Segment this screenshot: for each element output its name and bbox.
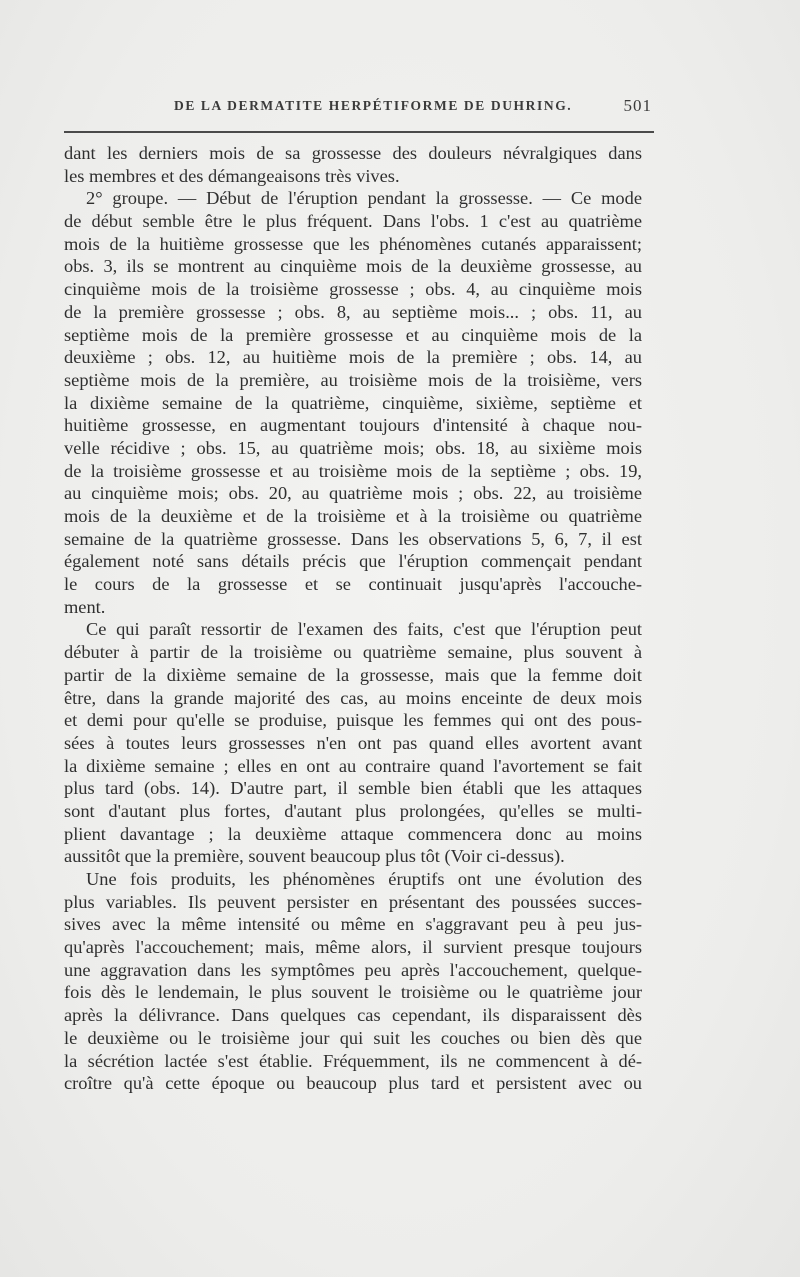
text-line: aussitôt que la première, souvent beaucoup plus tôt (Voir ci-dessus). xyxy=(64,846,565,867)
text-line: débuter à partir de la troisième ou quatrième semaine, plus souvent à xyxy=(64,642,642,663)
text-line: la dixième semaine ; elles en ont au contraire quand l'avortement se fait xyxy=(64,755,642,776)
text-line: partir de la dixième semaine de la grossesse, mais que la femme doit xyxy=(64,664,642,685)
text-line: sont d'autant plus fortes, d'autant plus prolongées, qu'elles se multi- xyxy=(64,800,642,821)
text-line: dant les derniers mois de sa grossesse des douleurs névralgiques dans xyxy=(64,143,642,163)
text-line: cinquième mois de la troisième grossesse ; obs. 4, au cinquième mois xyxy=(64,279,642,300)
running-title: DE LA DERMATITE HERPÉTIFORME DE DUHRING. xyxy=(174,98,573,113)
text-line: la sécrétion lactée s'est établie. Fréquemment, ils ne commencent à dé- xyxy=(64,1050,642,1071)
text-line: qu'après l'accouchement; mais, même alors, il survient presque toujours xyxy=(64,937,642,958)
text-line: ment. xyxy=(64,596,106,617)
text-line: mois de la huitième grossesse que les phénomènes cutanés apparaissent; xyxy=(64,233,642,254)
text-line: plient davantage ; la deuxième attaque commencera donc au moins xyxy=(64,823,642,844)
text-line: être, dans la grande majorité des cas, au moins enceinte de deux mois xyxy=(64,687,642,708)
text-line: les membres et des démangeaisons très vives. xyxy=(64,165,400,186)
text-line: obs. 3, ils se montrent au cinquième mois de la deuxième grossesse, au xyxy=(64,256,642,277)
text-line: au cinquième mois; obs. 20, au quatrième mois ; obs. 22, au troisième xyxy=(64,483,642,504)
text-line: Ce qui paraît ressortir de l'examen des faits, c'est que l'éruption peut xyxy=(86,619,642,640)
text-line: plus tard (obs. 14). D'autre part, il semble bien établi que les attaques xyxy=(64,778,642,799)
text-line: septième mois de la première grossesse et au cinquième mois de la xyxy=(64,324,642,345)
text-line: de la troisième grossesse et au troisième mois de la septième ; obs. 19, xyxy=(64,460,642,481)
page-number: 501 xyxy=(623,96,652,115)
text-line: une aggravation dans les symptômes peu après l'accouchement, quelque- xyxy=(64,959,642,980)
text-line: semaine de la quatrième grossesse. Dans les observations 5, 6, 7, il est xyxy=(64,528,642,549)
text-line: après la délivrance. Dans quelques cas cependant, ils disparaissent dès xyxy=(64,1005,642,1026)
text-line: septième mois de la première, au troisième mois de la troisième, vers xyxy=(64,369,642,390)
text-line: fois dès le lendemain, le plus souvent le troisième ou le quatrième jour xyxy=(64,982,642,1003)
text-line: le cours de la grossesse et se continuait jusqu'après l'accouche- xyxy=(64,574,642,595)
text-line: 2° groupe. — Début de l'éruption pendant la grossesse. — Ce mode xyxy=(86,188,642,209)
header-rule xyxy=(64,131,654,133)
text-line: croître qu'à cette époque ou beaucoup plus tard et persistent avec ou xyxy=(64,1073,642,1094)
text-line: et demi pour qu'elle se produise, puisque les femmes qui ont des pous- xyxy=(64,710,642,731)
text-line: sées à toutes leurs grossesses n'en ont pas quand elles avortent avant xyxy=(64,732,642,753)
text-line: de début semble être le plus fréquent. Dans l'obs. 1 c'est au quatrième xyxy=(64,211,642,232)
text-line: sives avec la même intensité ou même en s'aggravant peu à peu jus- xyxy=(64,914,642,935)
text-line: deuxième ; obs. 12, au huitième mois de la première ; obs. 14, au xyxy=(64,347,642,368)
text-line: plus variables. Ils peuvent persister en présentant des poussées succes- xyxy=(64,891,642,912)
text-line: également noté sans détails précis que l'éruption commençait pendant xyxy=(64,551,642,572)
text-line: de la première grossesse ; obs. 8, au septième mois... ; obs. 11, au xyxy=(64,301,642,322)
text-line: velle récidive ; obs. 15, au quatrième mois; obs. 18, au sixième mois xyxy=(64,437,642,458)
text-line: mois de la deuxième et de la troisième et à la troisième ou quatrième xyxy=(64,506,642,526)
text-line: Une fois produits, les phénomènes éruptifs ont une évolution des xyxy=(86,869,642,889)
text-line: la dixième semaine de la quatrième, cinquième, sixième, septième et xyxy=(64,392,642,413)
text-line: le deuxième ou le troisième jour qui suit les couches ou bien dès que xyxy=(64,1027,642,1048)
page-header xyxy=(64,94,654,118)
text-line: huitième grossesse, en augmentant toujours d'intensité à chaque nou- xyxy=(64,415,642,436)
body-text xyxy=(64,142,642,1095)
